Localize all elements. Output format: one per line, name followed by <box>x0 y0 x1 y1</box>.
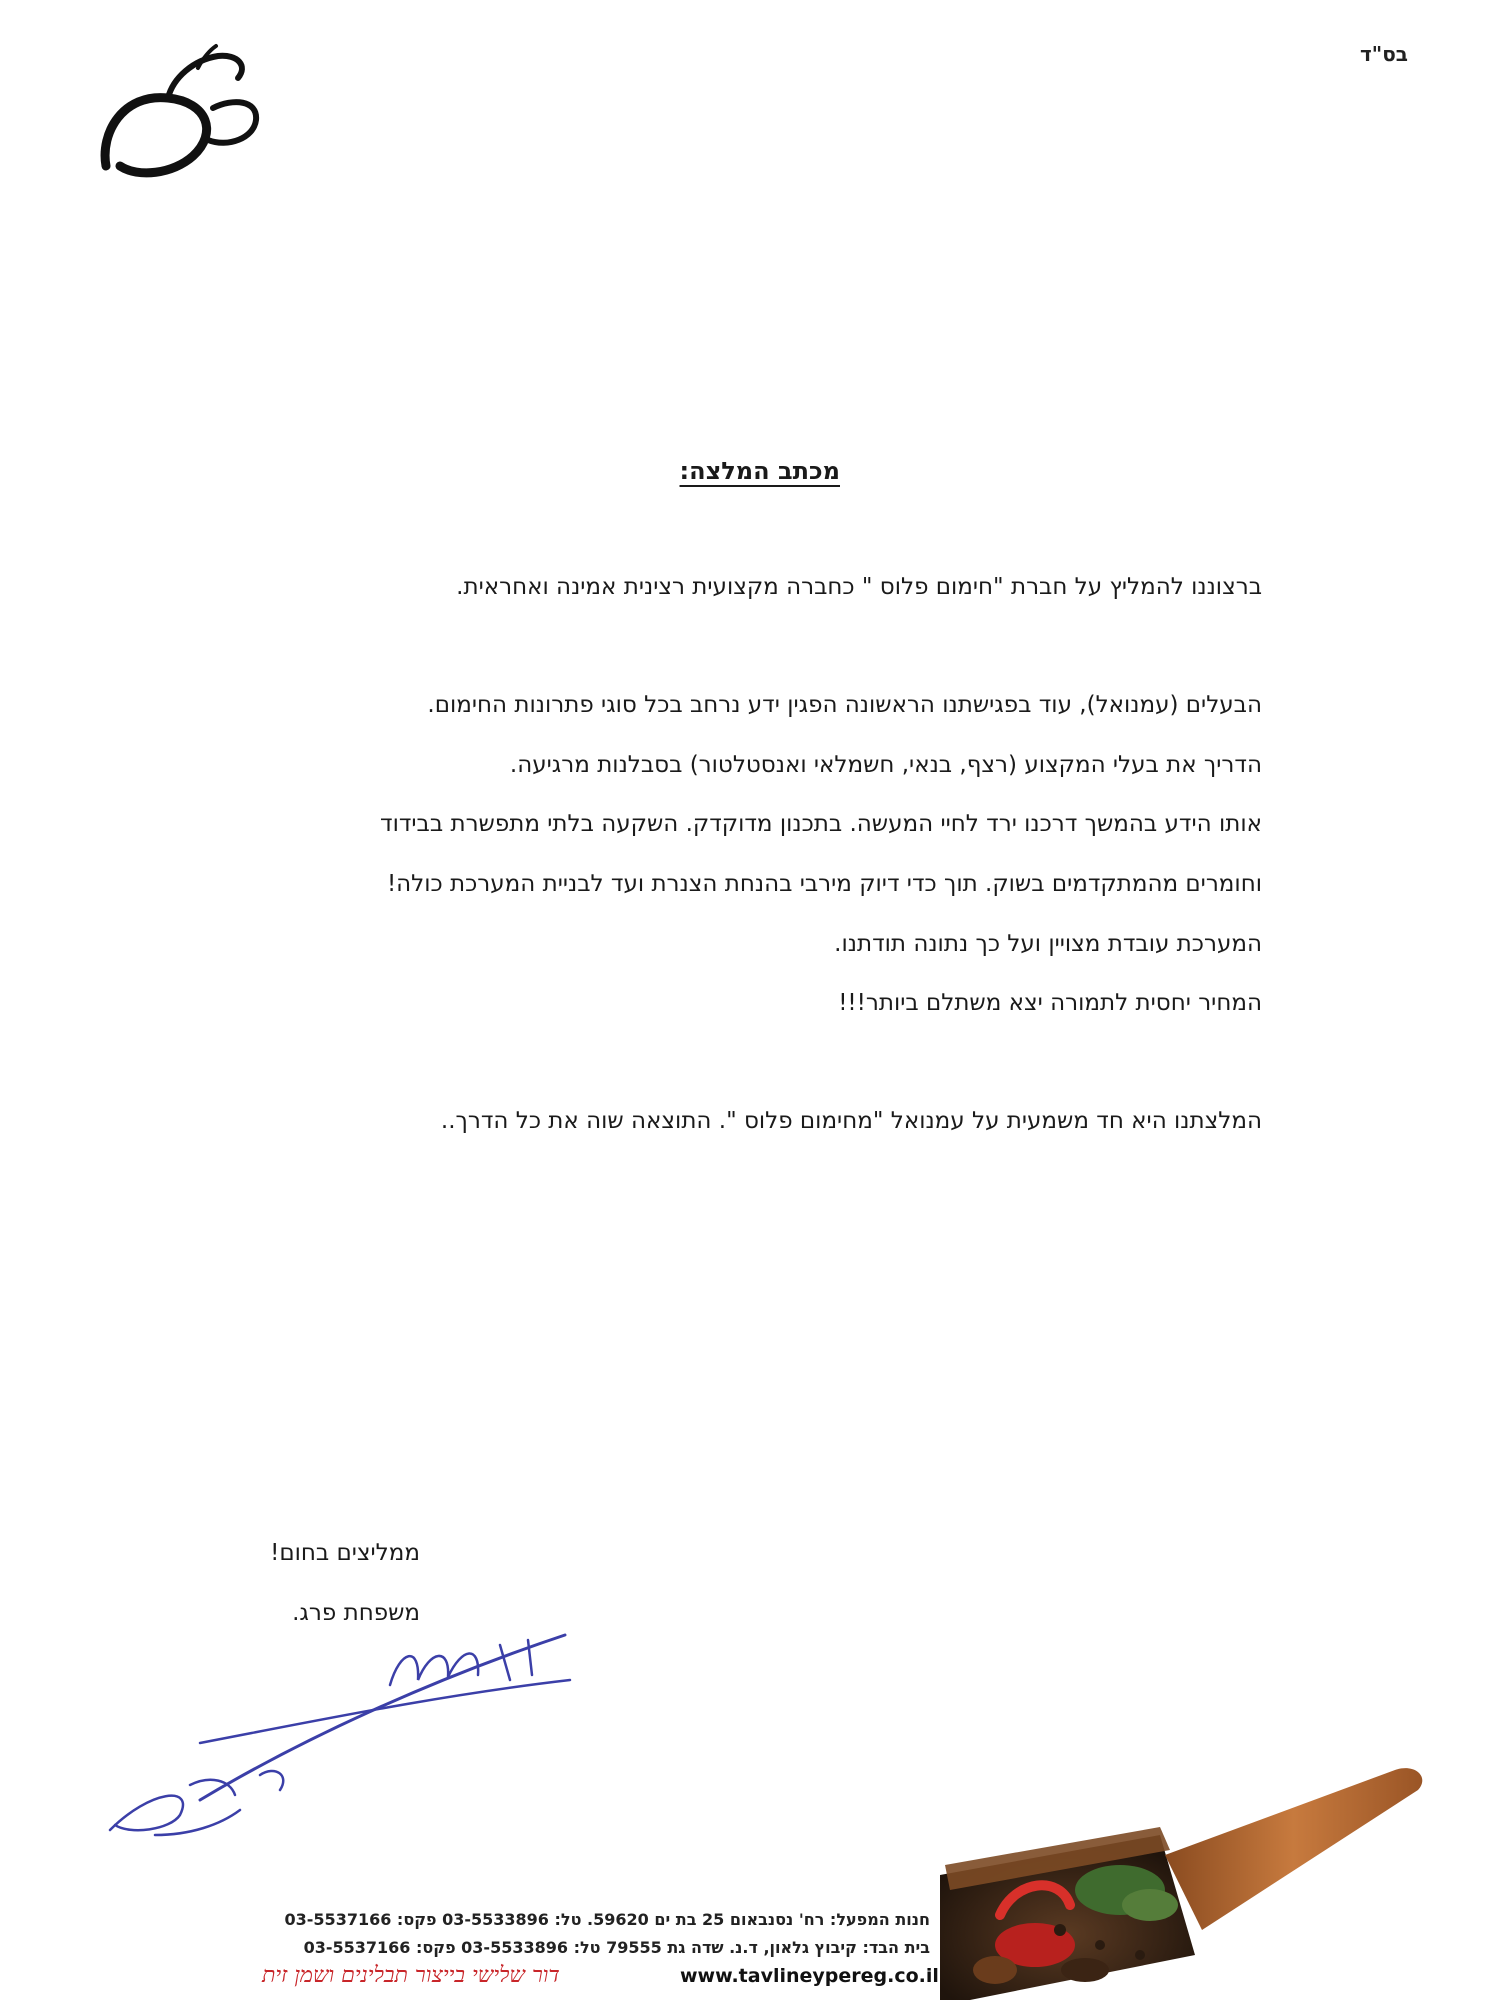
paragraph-recommendation: המלצתנו היא חד משמעית על עמנואל "מחימום פלוס ". התוצאה שוה את כל הדרך.. <box>440 1108 1262 1134</box>
family-signoff: משפחת פרג. <box>292 1600 420 1626</box>
paragraph-line: המערכת עובדת מצויין ועל כך נתונה תודתנו. <box>834 931 1262 957</box>
signature <box>100 1625 580 1845</box>
pereg-logo <box>98 38 268 188</box>
paragraph-line: הבעלים (עמנואל), עוד בפגישתנו הראשונה הפגין ידע נרחב בכל סוגי פתרונות החימום. <box>427 692 1262 718</box>
paragraph-intro: ברצוננו להמליץ על חברת "חימום פלוס " כחברה מקצועית רצינית אמינה ואחראית. <box>456 574 1262 600</box>
slogan: דור שלישי בייצור תבלינים ושמן זית <box>262 1963 560 1988</box>
paragraph-line: אותו הידע בהמשך דרכנו ירד לחיי המעשה. בתכנון מדוקדק. השקעה בלתי מתפשרת בבידוד <box>380 811 1262 837</box>
paragraph-line: הדריך את בעלי המקצוע (רצף, בנאי, חשמלאי ואנסטלטור) בסבלנות מרגיעה. <box>509 752 1262 778</box>
website-link[interactable]: www.tavlineypereg.co.il <box>680 1965 939 1987</box>
letter-title: מכתב המלצה: <box>679 457 840 485</box>
corner-text: בס"ד <box>1360 42 1408 66</box>
closing-line: ממליצים בחום! <box>270 1540 420 1566</box>
spice-scoop-image <box>940 1755 1440 2000</box>
footer-store-address: חנות המפעל: רח' נסנבאום 25 בת ים 59620. טל: 03-5533896 פקס: 03-5537166 <box>284 1910 930 1929</box>
paragraph-line: המחיר יחסית לתמורה יצא משתלם ביותר!!! <box>838 990 1262 1016</box>
footer-oil-press-address: בית הבד: קיבוץ גלאון, ד.נ. שדה גת 79555 טל: 03-5533896 פקס: 03-5537166 <box>303 1938 930 1957</box>
paragraph-line: וחומרים מהמתקדמים בשוק. תוך כדי דיוק מירבי בהנחת הצנרת ועד לבניית המערכת כולה! <box>386 871 1262 897</box>
